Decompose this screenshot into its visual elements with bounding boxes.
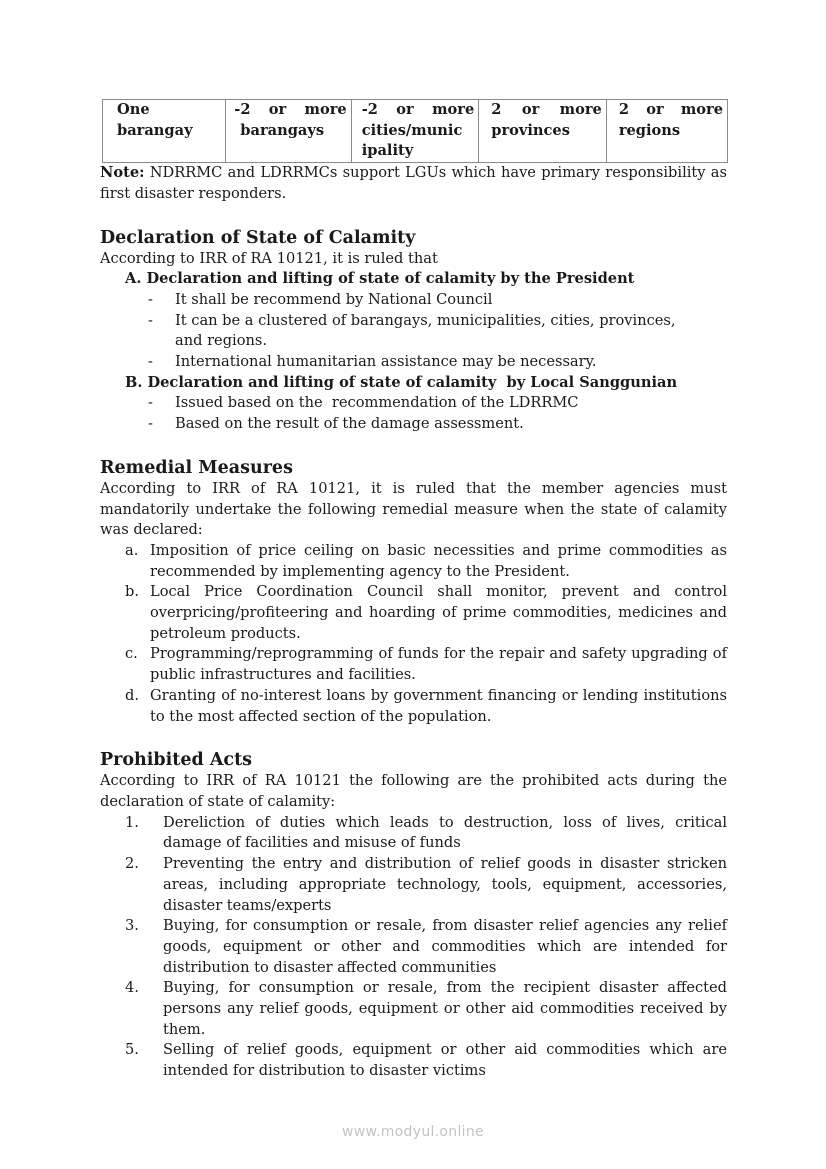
list-item: b. Local Price Coordination Council shall monitor, prevent and control overpricing/profiteering and hoarding of prime commodities, medicines and petroleum products.: [125, 583, 727, 642]
list-item: a. Imposition of price ceiling on basic necessities and prime commodities as recommended by implementing agency to the President.: [125, 541, 727, 580]
declaration-subheading-president: A. Declaration and lifting of state of calamity by the President: [125, 270, 635, 288]
table-cell-one-barangay: One barangay: [103, 100, 226, 163]
table-row: [103, 100, 728, 163]
note-text: NDRRMC and LDRRMCs support LGUs which have primary responsibility as first disaster responders.: [100, 164, 727, 202]
list-item: 5. Selling of relief goods, equipment or other aid commodities which are intended for distribution to disaster victims: [125, 1041, 727, 1080]
list-item: - International humanitarian assistance may be necessary.: [148, 353, 597, 371]
remedial-intro: According to IRR of RA 10121, it is ruled that the member agencies must mandatorily undertake the following remedial measure when the state of calamity was declared:: [100, 479, 727, 539]
list-item: d. Granting of no-interest loans by government financing or lending institutions to the most affected section of the population.: [125, 686, 727, 725]
list-item: 3. Buying, for consumption or resale, from disaster relief agencies any relief goods, equipment or other and commodities which are intended for distribution to disaster affected communities: [125, 917, 727, 976]
document-page: [100, 99, 727, 1082]
list-item: - Issued based on the recommendation of the LDRRMC: [148, 394, 579, 412]
table-cell-cities: -2 or more cities/munic ipality: [351, 100, 479, 163]
section-title-remedial: Remedial Measures: [100, 457, 293, 478]
table-cell-regions: 2 or more regions: [606, 100, 727, 163]
watermark-link[interactable]: www.modyul.online: [342, 1124, 484, 1140]
declaration-subheading-sanggunian: B. Declaration and lifting of state of calamity by Local Sanggunian: [125, 373, 678, 391]
section-title-prohibited: Prohibited Acts: [100, 750, 253, 771]
table-note: [100, 163, 727, 204]
note-label: Note:: [100, 164, 145, 182]
calamity-level-table: [102, 99, 728, 163]
section-title-declaration: Declaration of State of Calamity: [100, 227, 416, 248]
list-item: - It shall be recommend by National Council: [148, 290, 493, 308]
prohibited-intro: According to IRR of RA 10121 the following are the prohibited acts during the declaration of state of calamity:: [100, 772, 727, 810]
declaration-intro: According to IRR of RA 10121, it is ruled that: [100, 249, 438, 267]
table-cell-provinces: 2 or more provinces: [479, 100, 607, 163]
list-item: 2. Preventing the entry and distribution of relief goods in disaster stricken areas, including appropriate technology, tools, equipment, accessories, disaster teams/experts: [125, 855, 727, 914]
list-item: 4. Buying, for consumption or resale, from the recipient disaster affected persons any relief goods, equipment or other aid commodities received by them.: [125, 979, 727, 1038]
list-item: - Based on the result of the damage assessment.: [148, 415, 524, 433]
table-cell-barangays: -2 or more barangays: [226, 100, 351, 163]
list-item: 1. Dereliction of duties which leads to destruction, loss of lives, critical damage of facilities and misuse of funds: [125, 813, 727, 852]
list-item: - It can be a clustered of barangays, municipalities, cities, provinces, and regions.: [148, 311, 676, 350]
list-item: c. Programming/reprogramming of funds for the repair and safety upgrading of public infrastructures and facilities.: [125, 645, 727, 684]
